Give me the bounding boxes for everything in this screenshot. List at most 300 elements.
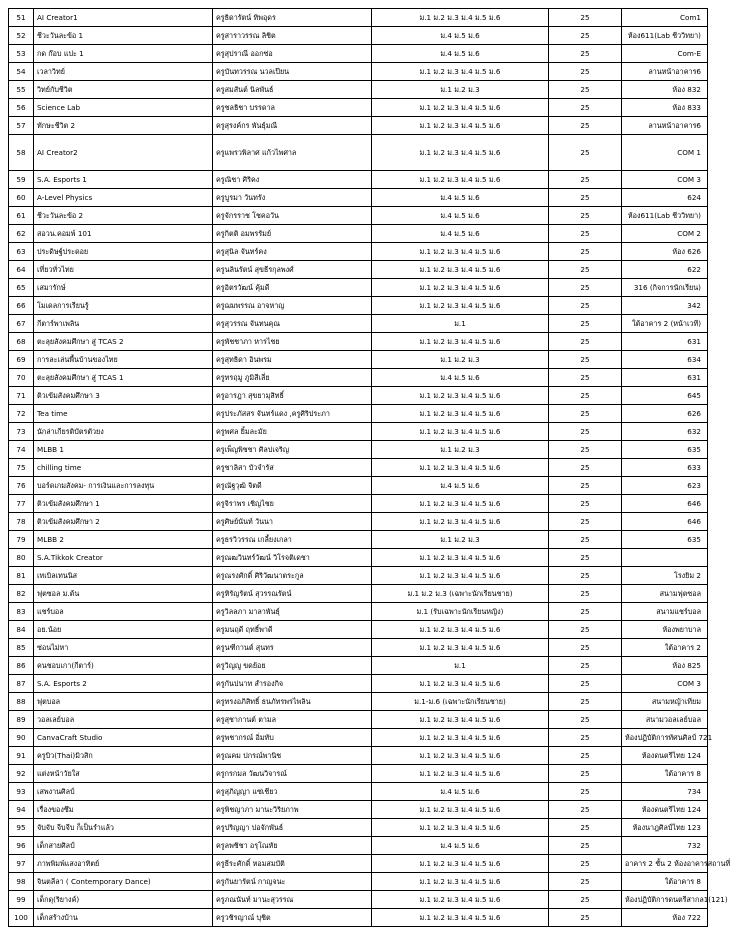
row-number-cell: 83 [9, 603, 34, 621]
capacity-cell: 25 [549, 495, 622, 513]
capacity-cell: 25 [549, 315, 622, 333]
capacity-cell: 25 [549, 387, 622, 405]
teacher-name-cell: ครูธิดารัตน์ ทิพอุดร [213, 9, 372, 27]
location-cell: 631 [622, 369, 708, 387]
teacher-name-cell: ครูฌมพรรณ อาจหาญ [213, 297, 372, 315]
grade-level-cell: ม.1 ม.2 ม.3 ม.4 ม.5 ม.6 [372, 243, 549, 261]
grade-level-cell: ม.4 ม.5 ม.6 [372, 783, 549, 801]
capacity-cell: 25 [549, 333, 622, 351]
teacher-name-cell: ครูศิษย์นันท์ วันนา [213, 513, 372, 531]
teacher-name-cell: ครูเพ็ญพิชชา ศิลปเจริญ [213, 441, 372, 459]
row-number-cell: 93 [9, 783, 34, 801]
activity-name-cell: ตะลุยสังคมศึกษา สู่ TCAS 1 [34, 369, 213, 387]
location-cell: COM 3 [622, 675, 708, 693]
table-row [9, 279, 708, 297]
activity-name-cell: เด็กสร้างบ้าน [34, 909, 213, 927]
grade-level-cell: ม.4 ม.5 ม.6 [372, 837, 549, 855]
row-number-cell: 66 [9, 297, 34, 315]
teacher-name-cell: ครูสุภิญญา แซ่เชียว [213, 783, 372, 801]
location-cell: 734 [622, 783, 708, 801]
teacher-name-cell: ครูอิตรวัฒน์ คุ้มดี [213, 279, 372, 297]
teacher-name-cell: ครูบันทวรรณ นวลเปียน [213, 63, 372, 81]
capacity-cell: 25 [549, 477, 622, 495]
teacher-name-cell: ครูชลธิชา บรรดาล [213, 99, 372, 117]
teacher-name-cell: ครูอารฎา สุขยามุสิทธิ์ [213, 387, 372, 405]
table-row [9, 909, 708, 927]
location-cell: 633 [622, 459, 708, 477]
location-cell: ใต้อาคาร 2 [622, 639, 708, 657]
row-number-cell: 98 [9, 873, 34, 891]
activity-name-cell: MLBB 1 [34, 441, 213, 459]
capacity-cell: 25 [549, 261, 622, 279]
row-number-cell: 84 [9, 621, 34, 639]
table-row [9, 765, 708, 783]
teacher-name-cell: ครูลพชิชา อรุโณทัย [213, 837, 372, 855]
table-row [9, 45, 708, 63]
capacity-cell: 25 [549, 819, 622, 837]
row-number-cell: 82 [9, 585, 34, 603]
grade-level-cell: ม.1 ม.2 ม.3 ม.4 ม.5 ม.6 [372, 261, 549, 279]
capacity-cell: 25 [549, 171, 622, 189]
capacity-cell: 25 [549, 243, 622, 261]
table-row [9, 693, 708, 711]
grade-level-cell: ม.4 ม.5 ม.6 [372, 225, 549, 243]
activity-name-cell: chilling time [34, 459, 213, 477]
capacity-cell: 25 [549, 729, 622, 747]
table-row [9, 873, 708, 891]
row-number-cell: 53 [9, 45, 34, 63]
teacher-name-cell: ครูณฒวินทร์วัฒน์ วิโรจติเดชา [213, 549, 372, 567]
activity-name-cell: กีตาร์พาเพลิน [34, 315, 213, 333]
table-row [9, 513, 708, 531]
capacity-cell: 25 [549, 549, 622, 567]
activity-name-cell: เสมารักษ์ [34, 279, 213, 297]
row-number-cell: 75 [9, 459, 34, 477]
location-cell: ห้องนาฎศิลป์ไทย 123 [622, 819, 708, 837]
table-row [9, 747, 708, 765]
row-number-cell: 54 [9, 63, 34, 81]
capacity-cell: 25 [549, 639, 622, 657]
activity-name-cell: วอลเลย์บอล [34, 711, 213, 729]
grade-level-cell: ม.1 ม.2 ม.3 ม.4 ม.5 ม.6 [372, 495, 549, 513]
activity-name-cell: ทักษะชีวิต 2 [34, 117, 213, 135]
table-row [9, 819, 708, 837]
row-number-cell: 57 [9, 117, 34, 135]
capacity-cell: 25 [549, 459, 622, 477]
location-cell: 316 (กิจการนักเรียน) [622, 279, 708, 297]
capacity-cell: 25 [549, 369, 622, 387]
row-number-cell: 69 [9, 351, 34, 369]
row-number-cell: 60 [9, 189, 34, 207]
location-cell: ลานหน้าอาคาร6 [622, 63, 708, 81]
grade-level-cell: ม.1 ม.2 ม.3 [372, 441, 549, 459]
activity-name-cell: ครูบิว(Thai)มิวสิก [34, 747, 213, 765]
row-number-cell: 94 [9, 801, 34, 819]
location-cell: 626 [622, 405, 708, 423]
teacher-name-cell: ครูณิชา ศิริคง [213, 171, 372, 189]
grade-level-cell: ม.1 ม.2 ม.3 ม.4 ม.5 ม.6 [372, 639, 549, 657]
row-number-cell: 56 [9, 99, 34, 117]
capacity-cell: 25 [549, 567, 622, 585]
row-number-cell: 81 [9, 567, 34, 585]
location-cell: COM 1 [622, 135, 708, 171]
table-row [9, 315, 708, 333]
table-row [9, 783, 708, 801]
location-cell: 631 [622, 333, 708, 351]
row-number-cell: 76 [9, 477, 34, 495]
table-row [9, 423, 708, 441]
grade-level-cell: ม.1 ม.2 ม.3 [372, 81, 549, 99]
capacity-cell: 25 [549, 207, 622, 225]
grade-level-cell: ม.4 ม.5 ม.6 [372, 207, 549, 225]
teacher-name-cell: ครูกรกมล วัฒนวิจารณ์ [213, 765, 372, 783]
row-number-cell: 86 [9, 657, 34, 675]
activity-name-cell: ชีวะวันละข้อ 1 [34, 27, 213, 45]
grade-level-cell: ม.1 ม.2 ม.3 ม.4 ม.5 ม.6 [372, 675, 549, 693]
row-number-cell: 61 [9, 207, 34, 225]
grade-level-cell: ม.1 [372, 657, 549, 675]
row-number-cell: 85 [9, 639, 34, 657]
activity-name-cell: AI Creator1 [34, 9, 213, 27]
teacher-name-cell: ครูทรงอภิสิทธิ์ ธนภัทรพรไพลิน [213, 693, 372, 711]
grade-level-cell: ม.4 ม.5 ม.6 [372, 45, 549, 63]
row-number-cell: 79 [9, 531, 34, 549]
teacher-name-cell: ครูสุนิล จันทร์คง [213, 243, 372, 261]
row-number-cell: 80 [9, 549, 34, 567]
grade-level-cell: ม.1 ม.2 ม.3 ม.4 ม.5 ม.6 [372, 909, 549, 927]
row-number-cell: 90 [9, 729, 34, 747]
grade-level-cell: ม.1 ม.2 ม.3 ม.4 ม.5 ม.6 [372, 765, 549, 783]
location-cell: ลานหน้าอาคาร6 [622, 117, 708, 135]
table-row [9, 657, 708, 675]
table-row [9, 99, 708, 117]
grade-level-cell: ม.1 ม.2 ม.3 ม.4 ม.5 ม.6 [372, 99, 549, 117]
teacher-name-cell: ครูวิลลภา มาลาพันธุ์ [213, 603, 372, 621]
activity-name-cell: S.A. Esports 1 [34, 171, 213, 189]
activity-name-cell: S.A.Tikkok Creator [34, 549, 213, 567]
activity-name-cell: Tea time [34, 405, 213, 423]
table-row [9, 369, 708, 387]
row-number-cell: 74 [9, 441, 34, 459]
table-row [9, 549, 708, 567]
teacher-name-cell: ครูสาราวรรณ ลิชิต [213, 27, 372, 45]
capacity-cell: 25 [549, 45, 622, 63]
table-row [9, 711, 708, 729]
activity-name-cell: ซ่อนไม่หา [34, 639, 213, 657]
teacher-name-cell: ครูวิญญู ขดย้อย [213, 657, 372, 675]
row-number-cell: 58 [9, 135, 34, 171]
grade-level-cell: ม.1 ม.2 ม.3 ม.4 ม.5 ม.6 [372, 747, 549, 765]
activity-name-cell: กด ก๊อบ แปะ 1 [34, 45, 213, 63]
activity-name-cell: บอร์ดเกมสังคม- การเงินและการลงทุน [34, 477, 213, 495]
location-cell: ห้อง 722 [622, 909, 708, 927]
teacher-name-cell: ครูจิราพร เชิญไชย [213, 495, 372, 513]
capacity-cell: 25 [549, 27, 622, 45]
activity-name-cell: Science Lab [34, 99, 213, 117]
table-row [9, 621, 708, 639]
row-number-cell: 92 [9, 765, 34, 783]
location-cell: ใต้อาคาร 8 [622, 873, 708, 891]
row-number-cell: 71 [9, 387, 34, 405]
capacity-cell: 25 [549, 711, 622, 729]
teacher-name-cell: ครูธีระศักดิ์ หอมสมบัติ [213, 855, 372, 873]
table-row [9, 333, 708, 351]
table-row [9, 351, 708, 369]
activity-name-cell: ฟุตซอล ม.ต้น [34, 585, 213, 603]
location-cell: 634 [622, 351, 708, 369]
row-number-cell: 97 [9, 855, 34, 873]
capacity-cell: 25 [549, 297, 622, 315]
location-cell: 635 [622, 531, 708, 549]
table-row [9, 261, 708, 279]
grade-level-cell: ม.1 ม.2 ม.3 ม.4 ม.5 ม.6 [372, 549, 549, 567]
row-number-cell: 51 [9, 9, 34, 27]
location-cell: 622 [622, 261, 708, 279]
location-cell: 646 [622, 495, 708, 513]
row-number-cell: 95 [9, 819, 34, 837]
table-row [9, 171, 708, 189]
row-number-cell: 59 [9, 171, 34, 189]
teacher-name-cell: ครูหิรัญรัตน์ สุวรรณรัตน์ [213, 585, 372, 603]
activity-name-cell: ตะลุยสังคมศึกษา สู่ TCAS 2 [34, 333, 213, 351]
teacher-name-cell: ครูประภัสสร จันทร์แดง ,ครูศิริประภา [213, 405, 372, 423]
grade-level-cell: ม.1 [372, 315, 549, 333]
activity-name-cell: จินตลีลา ( Contemporary Dance) [34, 873, 213, 891]
grade-level-cell: ม.1 ม.2 ม.3 ม.4 ม.5 ม.6 [372, 279, 549, 297]
activity-name-cell: โมเดลการเรียนรู้ [34, 297, 213, 315]
grade-level-cell: ม.4 ม.5 ม.6 [372, 189, 549, 207]
row-number-cell: 91 [9, 747, 34, 765]
row-number-cell: 100 [9, 909, 34, 927]
capacity-cell: 25 [549, 621, 622, 639]
capacity-cell: 25 [549, 351, 622, 369]
grade-level-cell: ม.1 ม.2 ม.3 ม.4 ม.5 ม.6 [372, 387, 549, 405]
teacher-name-cell: ครูสุชากานต์ ตามล [213, 711, 372, 729]
activity-name-cell: เด็กดุ(ริยางค์) [34, 891, 213, 909]
table-row [9, 729, 708, 747]
table-row [9, 585, 708, 603]
row-number-cell: 77 [9, 495, 34, 513]
activity-name-cell: CanvaCraft Studio [34, 729, 213, 747]
location-cell: ห้องดนตรีไทย 124 [622, 801, 708, 819]
row-number-cell: 87 [9, 675, 34, 693]
activity-name-cell: A-Level Physics [34, 189, 213, 207]
activity-name-cell: แต่งหน้าวัยใส [34, 765, 213, 783]
table-row [9, 387, 708, 405]
capacity-cell: 25 [549, 9, 622, 27]
grade-level-cell: ม.4 ม.5 ม.6 [372, 369, 549, 387]
teacher-name-cell: ครูณรงศักดิ์ ศิริวัฒนาตระกูล [213, 567, 372, 585]
activity-list-page [8, 8, 730, 927]
location-cell [622, 549, 708, 567]
teacher-name-cell: ครูบูรมา วันทรัง [213, 189, 372, 207]
activity-name-cell: เวลาวิทย์ [34, 63, 213, 81]
location-cell: ห้องปฏิบัติการดนตรีสากล1(121) [622, 891, 708, 909]
grade-level-cell: ม.1 ม.2 ม.3 ม.4 ม.5 ม.6 [372, 63, 549, 81]
table-row [9, 675, 708, 693]
grade-level-cell: ม.1 ม.2 ม.3 [372, 531, 549, 549]
grade-level-cell: ม.1-ม.6 (เฉพาะนักเรียนชาย) [372, 693, 549, 711]
activity-name-cell: MLBB 2 [34, 531, 213, 549]
location-cell: 623 [622, 477, 708, 495]
activity-name-cell: ติวเข้มสังคมศึกษา 2 [34, 513, 213, 531]
teacher-name-cell: ครูสุปราณี ออกซ่อ [213, 45, 372, 63]
teacher-name-cell: ครูชาลิสา บัวจำรัส [213, 459, 372, 477]
teacher-name-cell: ครูมนฤดี ฤทธิ์พาดี [213, 621, 372, 639]
table-row [9, 891, 708, 909]
grade-level-cell: ม.1 ม.2 ม.3 ม.4 ม.5 ม.6 [372, 621, 549, 639]
activity-name-cell: ติวเข้มสังคมศึกษา 3 [34, 387, 213, 405]
location-cell: 632 [622, 423, 708, 441]
capacity-cell: 25 [549, 531, 622, 549]
teacher-name-cell: ครูจักรราช โชคอวัน [213, 207, 372, 225]
table-row [9, 495, 708, 513]
capacity-cell: 25 [549, 585, 622, 603]
capacity-cell: 25 [549, 189, 622, 207]
capacity-cell: 25 [549, 81, 622, 99]
table-row [9, 459, 708, 477]
location-cell: 646 [622, 513, 708, 531]
teacher-name-cell: ครูกันยารัตน์ กาญจนะ [213, 873, 372, 891]
location-cell: 732 [622, 837, 708, 855]
grade-level-cell: ม.1 ม.2 ม.3 ม.4 ม.5 ม.6 [372, 9, 549, 27]
table-row [9, 855, 708, 873]
row-number-cell: 96 [9, 837, 34, 855]
activity-name-cell: S.A. Esports 2 [34, 675, 213, 693]
activity-name-cell: นักล่าเกียรติบัตรตัวยง [34, 423, 213, 441]
table-row [9, 801, 708, 819]
grade-level-cell: ม.1 ม.2 ม.3 ม.4 ม.5 ม.6 [372, 891, 549, 909]
activity-name-cell: คนชอบเกา(กีตาร์) [34, 657, 213, 675]
grade-level-cell: ม.1 ม.2 ม.3 ม.4 ม.5 ม.6 [372, 135, 549, 171]
table-row [9, 207, 708, 225]
table-row [9, 531, 708, 549]
teacher-name-cell: ครูกิตติ อมพรรัมย์ [213, 225, 372, 243]
capacity-cell: 25 [549, 675, 622, 693]
location-cell: โรงยิม 2 [622, 567, 708, 585]
grade-level-cell: ม.1 ม.2 ม.3 ม.4 ม.5 ม.6 [372, 729, 549, 747]
capacity-cell: 25 [549, 63, 622, 81]
table-row [9, 9, 708, 27]
location-cell: สนามหญ้าเทียม [622, 693, 708, 711]
capacity-cell: 25 [549, 423, 622, 441]
location-cell: ใต้อาคาร 8 [622, 765, 708, 783]
grade-level-cell: ม.1 ม.2 ม.3 ม.4 ม.5 ม.6 [372, 117, 549, 135]
row-number-cell: 99 [9, 891, 34, 909]
grade-level-cell: ม.1 ม.2 ม.3 ม.4 ม.5 ม.6 [372, 459, 549, 477]
teacher-name-cell: ครูพิชญาภา มานะวิริยภาพ [213, 801, 372, 819]
capacity-cell: 25 [549, 225, 622, 243]
row-number-cell: 64 [9, 261, 34, 279]
location-cell: 342 [622, 297, 708, 315]
location-cell: สนามแชร์บอล [622, 603, 708, 621]
table-row [9, 63, 708, 81]
teacher-name-cell: ครูณคม ปกรณ์พานิช [213, 747, 372, 765]
location-cell: ห้อง611(Lab ชีววิทยา) [622, 27, 708, 45]
activity-name-cell: อย.น้อย [34, 621, 213, 639]
teacher-name-cell: ครูนลินรัตน์ สุขธีรกุลพงศ์ [213, 261, 372, 279]
row-number-cell: 65 [9, 279, 34, 297]
table-row [9, 189, 708, 207]
activity-name-cell: เรื่องของซึม [34, 801, 213, 819]
table-row [9, 225, 708, 243]
location-cell: 624 [622, 189, 708, 207]
teacher-name-cell: ครูพศล ยิ้มละมัย [213, 423, 372, 441]
grade-level-cell: ม.1 ม.2 ม.3 ม.4 ม.5 ม.6 [372, 801, 549, 819]
capacity-cell: 25 [549, 513, 622, 531]
activity-name-cell: ภาพพิมพ์แสงอาทิตย์ [34, 855, 213, 873]
row-number-cell: 73 [9, 423, 34, 441]
location-cell: 645 [622, 387, 708, 405]
table-row [9, 243, 708, 261]
grade-level-cell: ม.1 ม.2 ม.3 ม.4 ม.5 ม.6 [372, 423, 549, 441]
teacher-name-cell: ครูภณนันท์ มานะสุวรรณ [213, 891, 372, 909]
table-row [9, 837, 708, 855]
teacher-name-cell: ครูพชากรณ์ อิ่มทับ [213, 729, 372, 747]
location-cell: สนามวอลเลย์บอล [622, 711, 708, 729]
location-cell: 635 [622, 441, 708, 459]
activity-name-cell: เทเบิลเทนนิส [34, 567, 213, 585]
row-number-cell: 88 [9, 693, 34, 711]
capacity-cell: 25 [549, 99, 622, 117]
grade-level-cell: ม.1 ม.2 ม.3 ม.4 ม.5 ม.6 [372, 333, 549, 351]
location-cell: COM 2 [622, 225, 708, 243]
grade-level-cell: ม.4 ม.5 ม.6 [372, 27, 549, 45]
activity-name-cell: การละเล่นพื้นบ้านของไทย [34, 351, 213, 369]
row-number-cell: 67 [9, 315, 34, 333]
teacher-name-cell: ครูสุรงค์กร พันธุ์มณี [213, 117, 372, 135]
grade-level-cell: ม.1 ม.2 ม.3 ม.4 ม.5 ม.6 [372, 513, 549, 531]
location-cell: ห้อง 626 [622, 243, 708, 261]
grade-level-cell: ม.1 (รับเฉพาะนักเรียนหญิง) [372, 603, 549, 621]
table-row [9, 567, 708, 585]
activity-name-cell: วิทย์กับชีวิต [34, 81, 213, 99]
activity-name-cell: สอวน.คอมพ์ 101 [34, 225, 213, 243]
row-number-cell: 72 [9, 405, 34, 423]
row-number-cell: 52 [9, 27, 34, 45]
grade-level-cell: ม.1 ม.2 ม.3 ม.4 ม.5 ม.6 [372, 171, 549, 189]
row-number-cell: 68 [9, 333, 34, 351]
table-row [9, 135, 708, 171]
location-cell: Com1 [622, 9, 708, 27]
location-cell: ห้อง611(Lab ชีววิทยา) [622, 207, 708, 225]
activity-table [8, 8, 730, 927]
teacher-name-cell: ครูสมสันต์ นิลพันธ์ [213, 81, 372, 99]
teacher-name-cell: ครูณัฐวุฒิ จิตดี [213, 477, 372, 495]
teacher-name-cell: ครูสุวรรณ จันทนคุณ [213, 315, 372, 333]
capacity-cell: 25 [549, 603, 622, 621]
grade-level-cell: ม.1 ม.2 ม.3 ม.4 ม.5 ม.6 [372, 711, 549, 729]
capacity-cell: 25 [549, 783, 622, 801]
teacher-name-cell: ครูนฑีกานต์ สุนทร [213, 639, 372, 657]
capacity-cell: 25 [549, 405, 622, 423]
capacity-cell: 25 [549, 279, 622, 297]
capacity-cell: 25 [549, 873, 622, 891]
row-number-cell: 63 [9, 243, 34, 261]
location-cell: ห้อง 833 [622, 99, 708, 117]
teacher-name-cell: ครูทรฤมู ภูมิสีเลี่ย [213, 369, 372, 387]
location-cell: ห้องพยาบาล [622, 621, 708, 639]
location-cell: ใต้อาคาร 2 (หน้าเวที) [622, 315, 708, 333]
table-row [9, 603, 708, 621]
location-cell: ห้อง 832 [622, 81, 708, 99]
location-cell: Com-E [622, 45, 708, 63]
table-row [9, 117, 708, 135]
capacity-cell: 25 [549, 693, 622, 711]
table-row [9, 27, 708, 45]
teacher-name-cell: ครูธรวิวรรณ เกลี้ยงเกลา [213, 531, 372, 549]
activity-name-cell: เสพงานศิลป์ [34, 783, 213, 801]
